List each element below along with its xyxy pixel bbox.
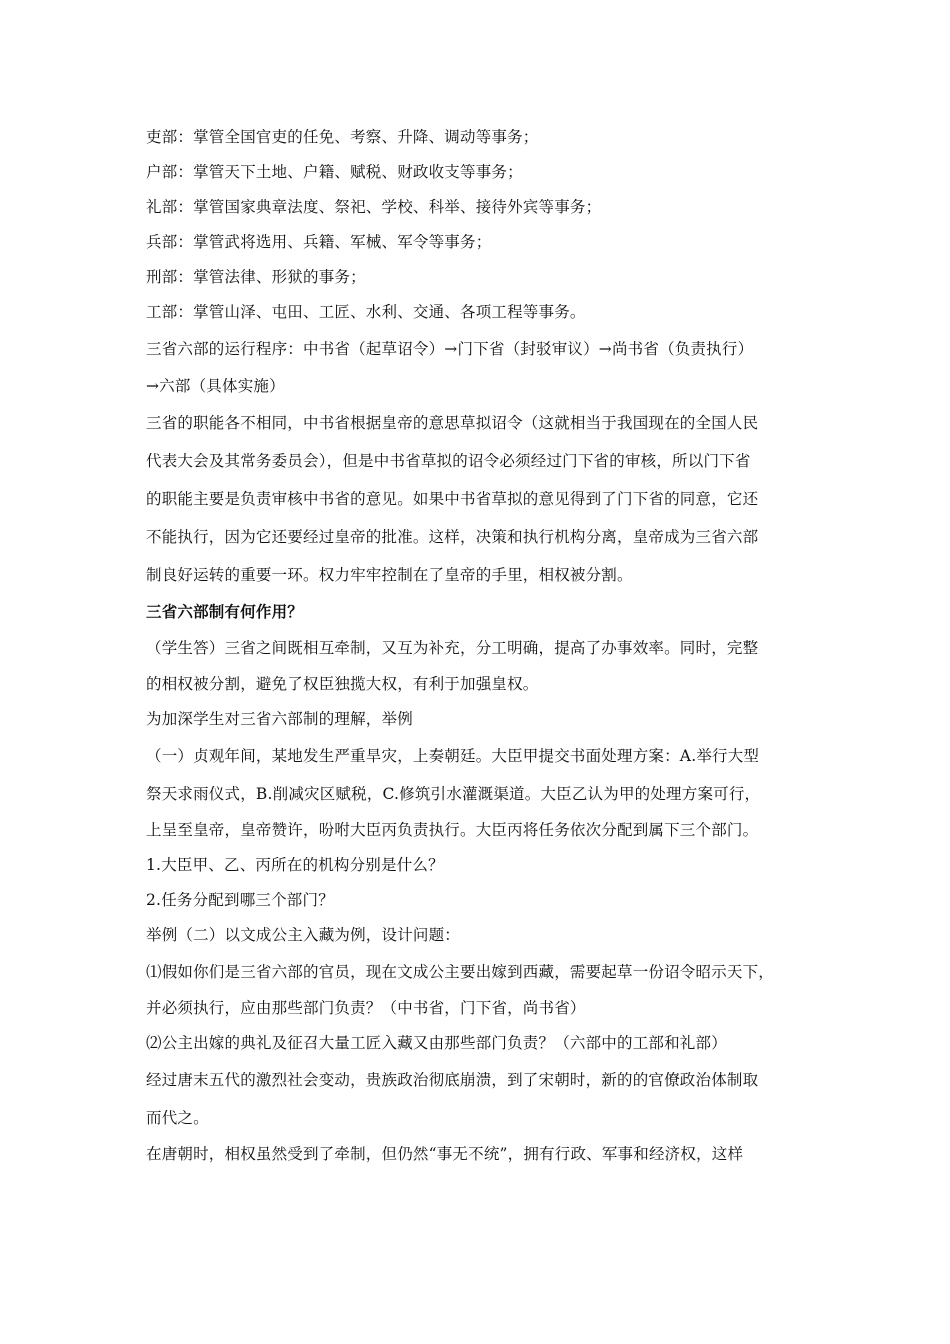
text-line: 代表大会及其常务委员会），但是中书省草拟的诏令必须经过门下省的审核，所以门下省 [146, 452, 751, 470]
text-line: 上呈至皇帝，皇帝赞许，吩咐大臣丙负责执行。大臣丙将任务依次分配到属下三个部门。 [146, 821, 759, 839]
text-line: 并必须执行，应由那些部门负责？（中书省，门下省，尚书省） [146, 999, 586, 1017]
text-line: 祭天求雨仪式，B.削减灾区赋税，C.修筑引水灌溉渠道。大臣乙认为甲的处理方案可行， [146, 785, 761, 803]
question-line: 1.大臣甲、乙、丙所在的机构分别是什么？ [146, 856, 444, 874]
question-line: 2.任务分配到哪三个部门？ [146, 891, 334, 909]
text-line: 吏部：掌管全国官吏的任免、考察、升降、调动等事务； [146, 128, 539, 146]
section-heading: 三省六部制有何作用？ [146, 602, 304, 621]
question-line: ⑵公主出嫁的典礼及征召大量工匠入藏又由那些部门负责？（六部中的工部和礼部） [146, 1034, 727, 1052]
text-line: →六部（具体实施） [146, 377, 285, 395]
text-line: 兵部：掌管武将选用、兵籍、军械、军令等事务； [146, 233, 492, 251]
text-line: 三省的职能各不相同，中书省根据皇帝的意思草拟诏令（这就相当于我国现在的全国人民 [146, 414, 759, 432]
text-line: 的职能主要是负责审核中书省的意见。如果中书省草拟的意见得到了门下省的同意，它还 [146, 490, 759, 508]
text-line: 而代之。 [146, 1109, 209, 1127]
text-line: 不能执行，因为它还要经过皇帝的批准。这样，决策和执行机构分离，皇帝成为三省六部 [146, 528, 759, 546]
text-line: 制良好运转的重要一环。权力牢牢控制在了皇帝的手里，相权被分割。 [146, 566, 633, 584]
text-line: 为加深学生对三省六部制的理解，举例 [146, 710, 413, 728]
text-line: （学生答）三省之间既相互牵制，又互为补充，分工明确，提高了办事效率。同时，完整 [146, 639, 759, 657]
text-line: （一）贞观年间，某地发生严重旱灾，上奏朝廷。大臣甲提交书面处理方案：A.举行大型 [146, 747, 760, 765]
text-line: 在唐朝时，相权虽然受到了牵制，但仍然“事无不统”，拥有行政、军事和经济权，这样 [146, 1145, 744, 1163]
question-line: ⑴假如你们是三省六部的官员，现在文成公主要出嫁到西藏，需要起草一份诏令昭示天下， [146, 963, 775, 981]
text-line: 户部：掌管天下土地、户籍、赋税、财政收支等事务； [146, 163, 523, 181]
text-line: 的相权被分割，避免了权臣独揽大权，有利于加强皇权。 [146, 675, 539, 693]
document-body [146, 120, 818, 1172]
text-line: 工部：掌管山泽、屯田、工匠、水利、交通、各项工程等事务。 [146, 303, 586, 321]
text-line: 刑部：掌管法律、形狱的事务； [146, 268, 366, 286]
text-line: 举例（二）以文成公主入藏为例，设计问题： [146, 926, 461, 944]
text-line: 三省六部的运行程序：中书省（起草诏令）→门下省（封驳审议）→尚书省（负责执行） [146, 340, 754, 358]
text-line: 礼部：掌管国家典章法度、祭祀、学校、科举、接待外宾等事务； [146, 198, 602, 216]
text-line: 经过唐末五代的激烈社会变动，贵族政治彻底崩溃，到了宋朝时，新的的官僚政治体制取 [146, 1071, 759, 1089]
